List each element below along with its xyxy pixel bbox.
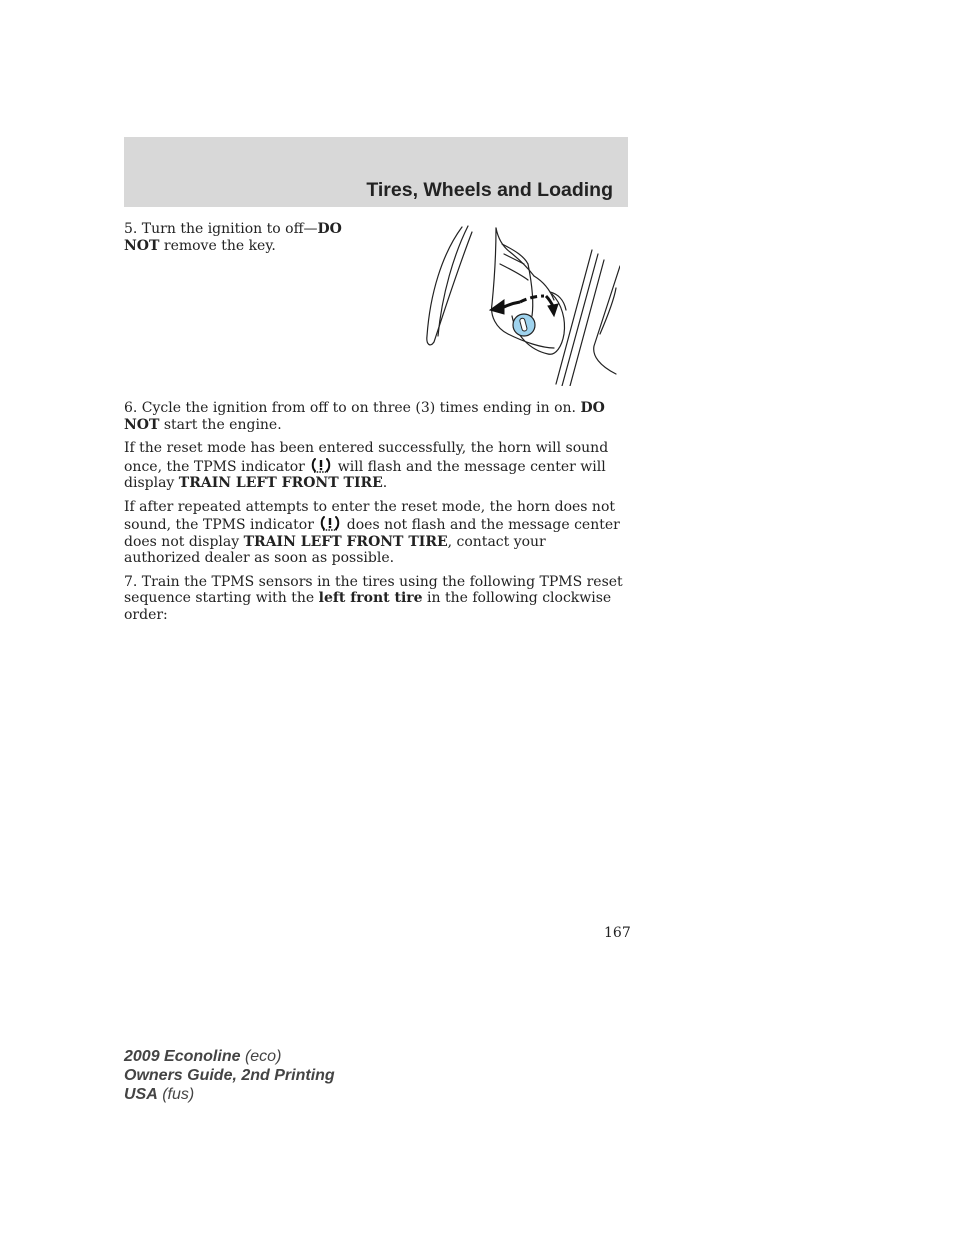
step-7-text	[124, 574, 624, 624]
page-number: 167	[604, 925, 631, 941]
step-5-rest: remove the key.	[159, 237, 276, 254]
footer-market-code: (fus)	[157, 1086, 195, 1103]
instructions-body	[124, 400, 624, 630]
tpms-warning-icon	[311, 457, 331, 474]
step-7-bold: left front tire	[318, 590, 423, 606]
fail-part-1: If after repeated attempts to enter the reset mode, the horn does not sound, the TPMS indicator	[124, 498, 615, 533]
footer-line-1	[124, 1047, 335, 1066]
footer-market: USA	[124, 1086, 158, 1103]
fail-message: TRAIN LEFT FRONT TIRE	[243, 533, 448, 550]
fail-end: , contact your authorized dealer as soon as possible.	[124, 533, 546, 566]
tpms-warning-icon	[320, 515, 340, 532]
fail-part-2: does not flash and the message center does not display	[124, 517, 620, 550]
success-message: TRAIN LEFT FRONT TIRE	[178, 475, 383, 491]
footer-line-2: Owners Guide, 2nd Printing	[124, 1067, 335, 1084]
step-6-bold: DO NOT	[124, 400, 605, 433]
step-5-text	[124, 221, 349, 254]
footer-line-3	[124, 1085, 335, 1104]
footer	[124, 1047, 335, 1104]
step-7-lead: 7. Train the TPMS sensors in the tires using the following TPMS reset sequence starting with the	[124, 573, 623, 606]
step-5-bold: DO NOT	[124, 221, 342, 254]
step-6-lead: 6. Cycle the ignition from off to on three (3) times ending in on.	[124, 400, 581, 416]
ignition-key-turn-illustration	[424, 224, 620, 386]
success-part-2: will flash and the message center will display	[124, 458, 606, 491]
fail-paragraph	[124, 499, 624, 567]
footer-model-code: (eco)	[240, 1048, 282, 1065]
step-7-rest: in the following clockwise order:	[124, 590, 612, 623]
footer-model: 2009 Econoline	[124, 1048, 241, 1065]
success-paragraph	[124, 440, 624, 492]
success-end: .	[382, 475, 388, 491]
section-title: Tires, Wheels and Loading	[366, 179, 613, 201]
header-band	[124, 137, 628, 207]
step-6-text	[124, 400, 624, 433]
success-part-1: If the reset mode has been entered successfully, the horn will sound once, the TPMS indicator	[124, 440, 609, 475]
step-5-lead: 5. Turn the ignition to off—	[124, 221, 318, 237]
step-6-rest: start the engine.	[159, 416, 282, 433]
